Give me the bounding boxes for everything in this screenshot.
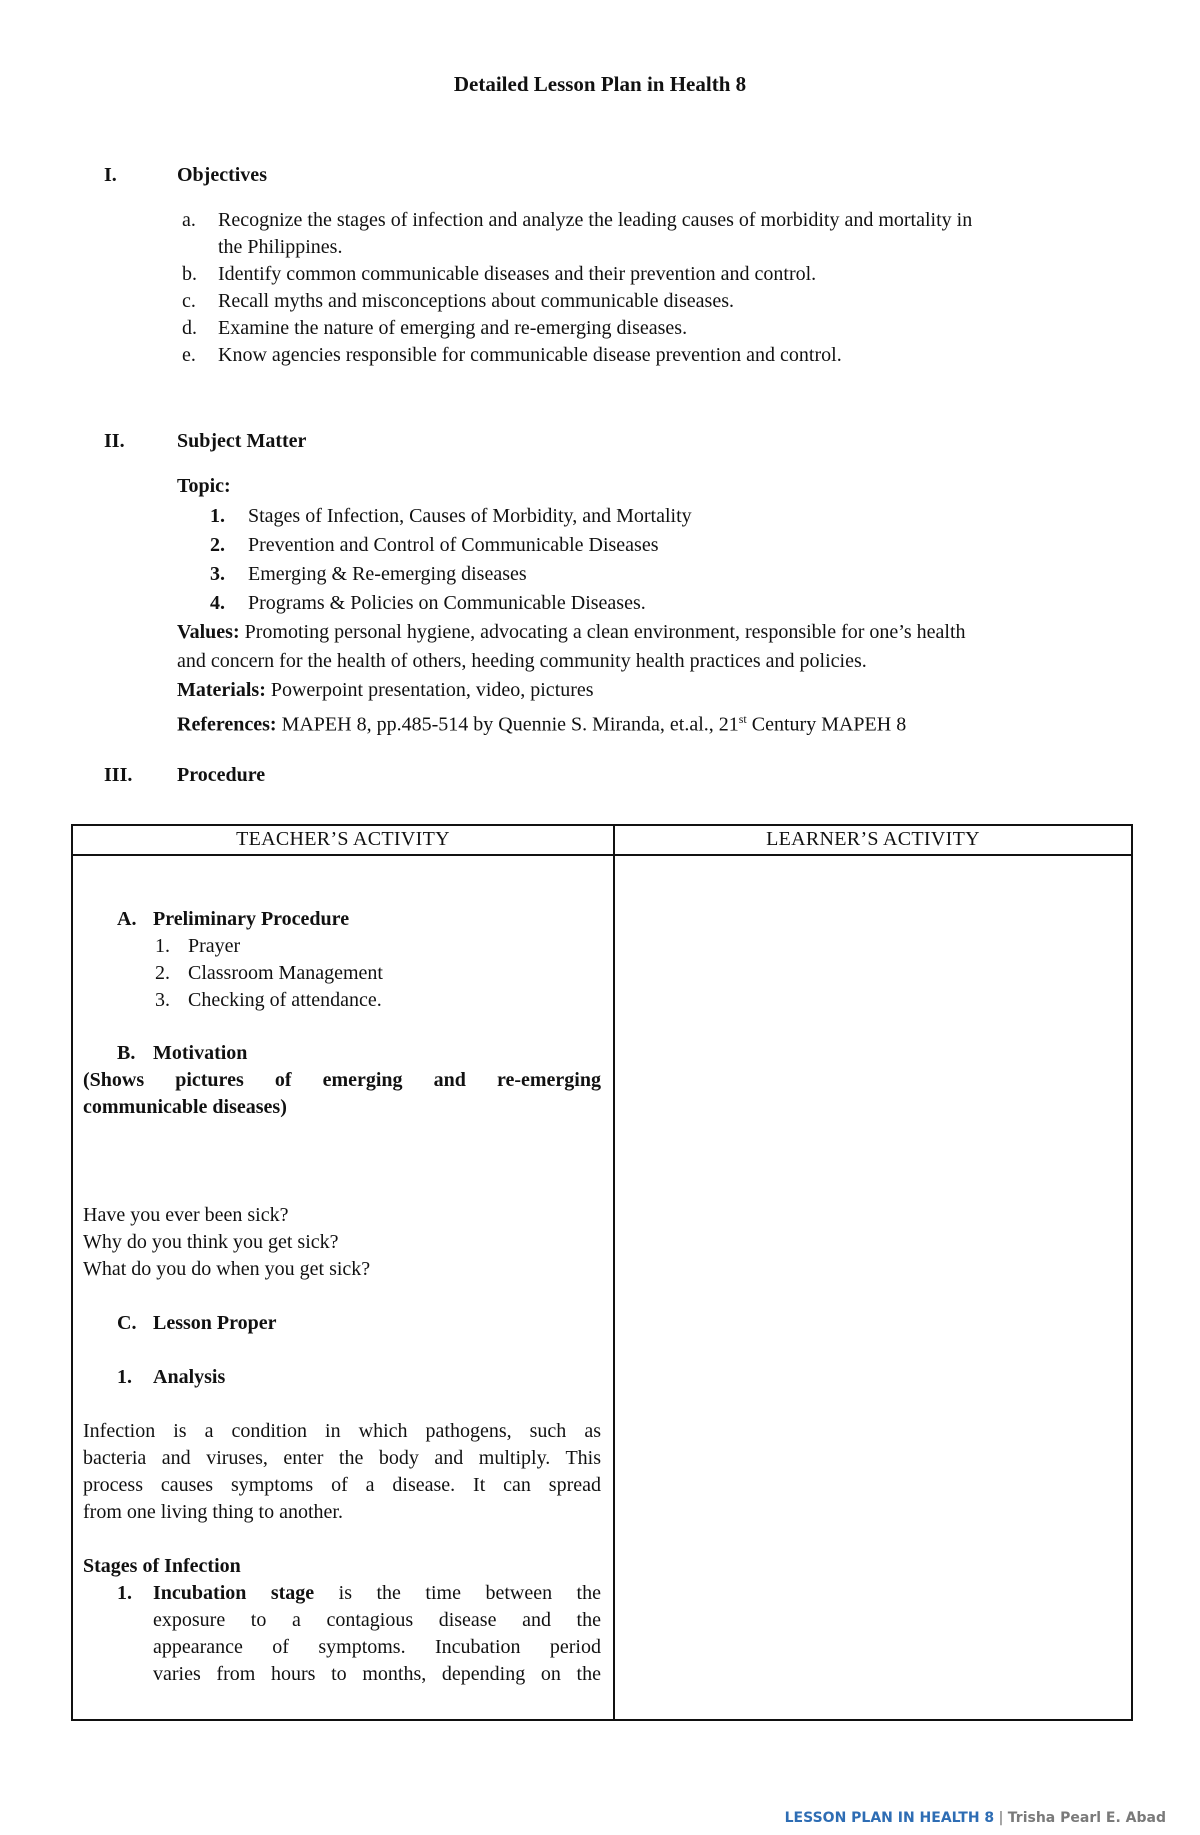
footer-author: Trisha Pearl E. Abad	[1007, 1810, 1166, 1826]
references-label: References:	[177, 713, 277, 736]
page-footer	[785, 1810, 1166, 1826]
objective-letter-b: b.	[182, 263, 197, 285]
objective-a-line1: Recognize the stages of infection and analyze the leading causes of morbidity and mortality in	[218, 209, 973, 231]
materials-text: Powerpoint presentation, video, pictures	[270, 679, 594, 701]
objective-d: Examine the nature of emerging and re-emerging diseases.	[218, 317, 688, 339]
subject-matter-heading: Subject Matter	[177, 430, 307, 452]
values-text-1: Promoting personal hygiene, advocating a clean environment, responsible for one’s health	[244, 621, 966, 643]
incubation-line-4: varies from hours to months, depending on the	[153, 1663, 601, 1685]
objective-letter-a: a.	[182, 209, 196, 231]
lesson-proper-heading: Lesson Proper	[153, 1312, 277, 1334]
table-column-divider	[613, 826, 615, 1719]
infection-line-2: bacteria and viruses, enter the body and multiply. This	[83, 1447, 601, 1469]
incubation-line-1	[153, 1580, 601, 1607]
learner-activity-header: LEARNER’S ACTIVITY	[766, 828, 980, 850]
infection-line-1: Infection is a condition in which pathogens, such as	[83, 1420, 601, 1442]
motivation-note-2: communicable diseases)	[83, 1096, 287, 1118]
procedure-table	[71, 824, 1133, 1721]
preliminary-num-1: 1.	[155, 935, 170, 957]
incubation-line1-rest: is the time between the	[314, 1582, 601, 1604]
objective-c: Recall myths and misconceptions about communicable diseases.	[218, 290, 734, 312]
topic-3: Emerging & Re-emerging diseases	[248, 563, 527, 585]
incubation-num: 1.	[117, 1582, 132, 1604]
objective-b: Identify common communicable diseases and their prevention and control.	[218, 263, 817, 285]
topic-num-4: 4.	[210, 592, 225, 614]
topic-4: Programs & Policies on Communicable Diseases.	[248, 592, 646, 614]
preliminary-num-2: 2.	[155, 962, 170, 984]
materials-line	[177, 677, 594, 703]
topic-1: Stages of Infection, Causes of Morbidity, and Mortality	[248, 505, 692, 527]
objectives-heading: Objectives	[177, 164, 267, 186]
topic-label: Topic:	[177, 475, 231, 497]
values-text-2: and concern for the health of others, heeding community health practices and policies.	[177, 650, 867, 672]
document-title: Detailed Lesson Plan in Health 8	[453, 72, 747, 96]
objective-letter-c: c.	[182, 290, 196, 312]
infection-line-4: from one living thing to another.	[83, 1501, 343, 1523]
incubation-term: Incubation stage	[153, 1582, 315, 1604]
references-text: MAPEH 8, pp.485-514 by Quennie S. Miranda, et.al., 21	[281, 713, 739, 736]
topic-num-3: 3.	[210, 563, 225, 585]
incubation-line-3: appearance of symptoms. Incubation period	[153, 1636, 601, 1658]
objective-e: Know agencies responsible for communicable disease prevention and control.	[218, 344, 842, 366]
objectives-numeral: I.	[104, 164, 117, 186]
topic-num-1: 1.	[210, 505, 225, 527]
analysis-heading: Analysis	[153, 1366, 226, 1388]
incubation-line-2: exposure to a contagious disease and the	[153, 1609, 601, 1631]
preliminary-heading: Preliminary Procedure	[153, 908, 350, 930]
values-line-1	[177, 619, 966, 645]
references-line	[177, 706, 906, 738]
preliminary-item-3: Checking of attendance.	[188, 989, 382, 1011]
objective-a-line2: the Philippines.	[218, 236, 343, 258]
question-1: Have you ever been sick?	[83, 1204, 289, 1226]
objective-letter-d: d.	[182, 317, 197, 339]
procedure-heading: Procedure	[177, 764, 266, 786]
references-sup: st	[738, 712, 747, 726]
subject-matter-numeral: II.	[104, 430, 125, 452]
references-text-after: Century MAPEH 8	[746, 713, 907, 736]
table-header-divider	[73, 854, 1131, 856]
preliminary-item-2: Classroom Management	[188, 962, 383, 984]
footer-title: LESSON PLAN IN HEALTH 8	[784, 1810, 995, 1826]
preliminary-label: A.	[117, 908, 137, 930]
motivation-label: B.	[117, 1042, 136, 1064]
question-2: Why do you think you get sick?	[83, 1231, 339, 1253]
objective-letter-e: e.	[182, 344, 196, 366]
procedure-numeral: III.	[104, 764, 133, 786]
infection-line-3: process causes symptoms of a disease. It can spread	[83, 1474, 601, 1496]
motivation-note-1: (Shows pictures of emerging and re-emerging	[83, 1069, 601, 1091]
footer-separator: |	[994, 1810, 1008, 1826]
materials-label: Materials:	[177, 679, 266, 701]
lesson-proper-label: C.	[117, 1312, 137, 1334]
preliminary-item-1: Prayer	[188, 935, 241, 957]
preliminary-num-3: 3.	[155, 989, 170, 1011]
stages-heading: Stages of Infection	[83, 1555, 241, 1577]
question-3: What do you do when you get sick?	[83, 1258, 371, 1280]
teacher-activity-header: TEACHER’S ACTIVITY	[236, 828, 450, 850]
topic-num-2: 2.	[210, 534, 225, 556]
analysis-label: 1.	[117, 1366, 132, 1388]
motivation-heading: Motivation	[153, 1042, 248, 1064]
values-label: Values:	[177, 621, 240, 643]
topic-2: Prevention and Control of Communicable Diseases	[248, 534, 659, 556]
